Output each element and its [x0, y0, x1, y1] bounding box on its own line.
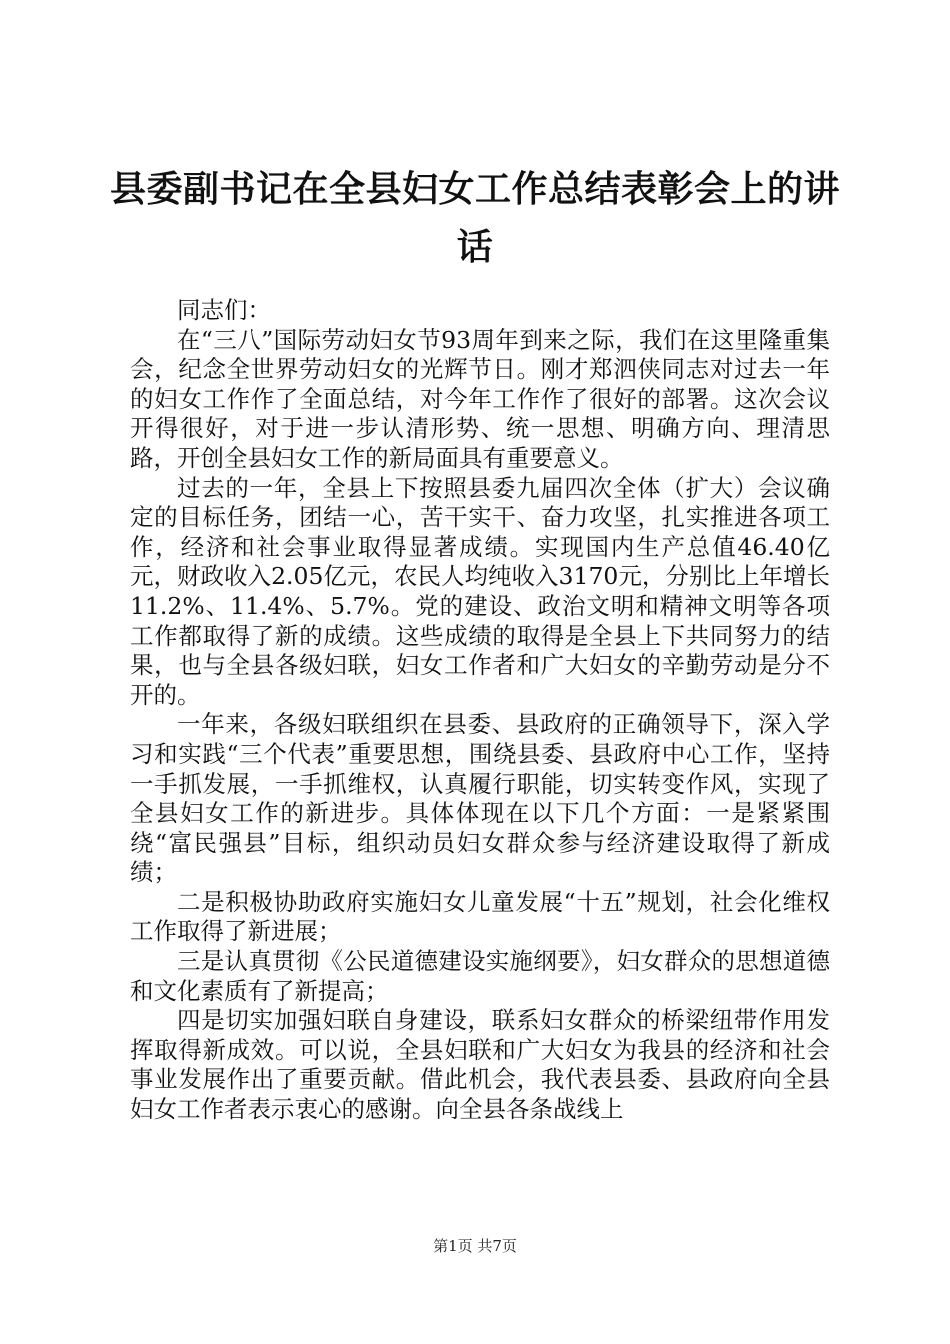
body-paragraph: 过去的一年，全县上下按照县委九届四次全体（扩大）会议确定的目标任务，团结一心，苦干实干、奋力攻坚，扎实推进各项工作，经济和社会事业取得显著成绩。实现国内生产总值46.40亿元，财政收入2.05亿元，农民人均纯收入3170元，分别比上年增长11.2%、11.4%、5.7%。党的建设、政治文明和精神文明等各项工作都取得了新的成绩。这些成绩的取得是全县上下共同努力的结果，也与全县各级妇联，妇女工作者和广大妇女的辛勤劳动是分不开的。 — [130, 473, 830, 709]
body-paragraph: 一年来，各级妇联组织在县委、县政府的正确领导下，深入学习和实践“三个代表”重要思想，围绕县委、县政府中心工作，坚持一手抓发展，一手抓维权，认真履行职能，切实转变作风，实现了全县妇女工作的新进步。具体体现在以下几个方面：一是紧紧围绕“富民强县”目标，组织动员妇女群众参与经济建设取得了新成绩； — [130, 710, 830, 887]
page-number-footer: 第1页 共7页 — [433, 1237, 517, 1255]
document-body — [130, 296, 830, 1125]
salutation-paragraph: 同志们： — [177, 296, 271, 324]
body-paragraph: 四是切实加强妇联自身建设，联系妇女群众的桥梁纽带作用发挥取得新成效。可以说，全县妇联和广大妇女为我县的经济和社会事业发展作出了重要贡献。借此机会，我代表县委、县政府向全县妇女工作者表示衷心的感谢。向全县各条战线上 — [130, 1006, 830, 1124]
body-paragraph: 在“三八”国际劳动妇女节93周年到来之际，我们在这里隆重集会，纪念全世界劳动妇女的光辉节日。刚才郑泗侠同志对过去一年的妇女工作作了全面总结，对今年工作作了很好的部署。这次会议开得很好，对于进一步认清形势、统一思想、明确方向、理清思路，开创全县妇女工作的新局面具有重要意义。 — [130, 325, 830, 472]
document-title: 县委副书记在全县妇女工作总结表彰会上的讲话 — [110, 168, 841, 268]
body-paragraph: 二是积极协助政府实施妇女儿童发展“十五”规划，社会化维权工作取得了新进展； — [130, 887, 830, 946]
body-paragraph: 三是认真贯彻《公民道德建设实施纲要》，妇女群众的思想道德和文化素质有了新提高； — [130, 947, 830, 1005]
